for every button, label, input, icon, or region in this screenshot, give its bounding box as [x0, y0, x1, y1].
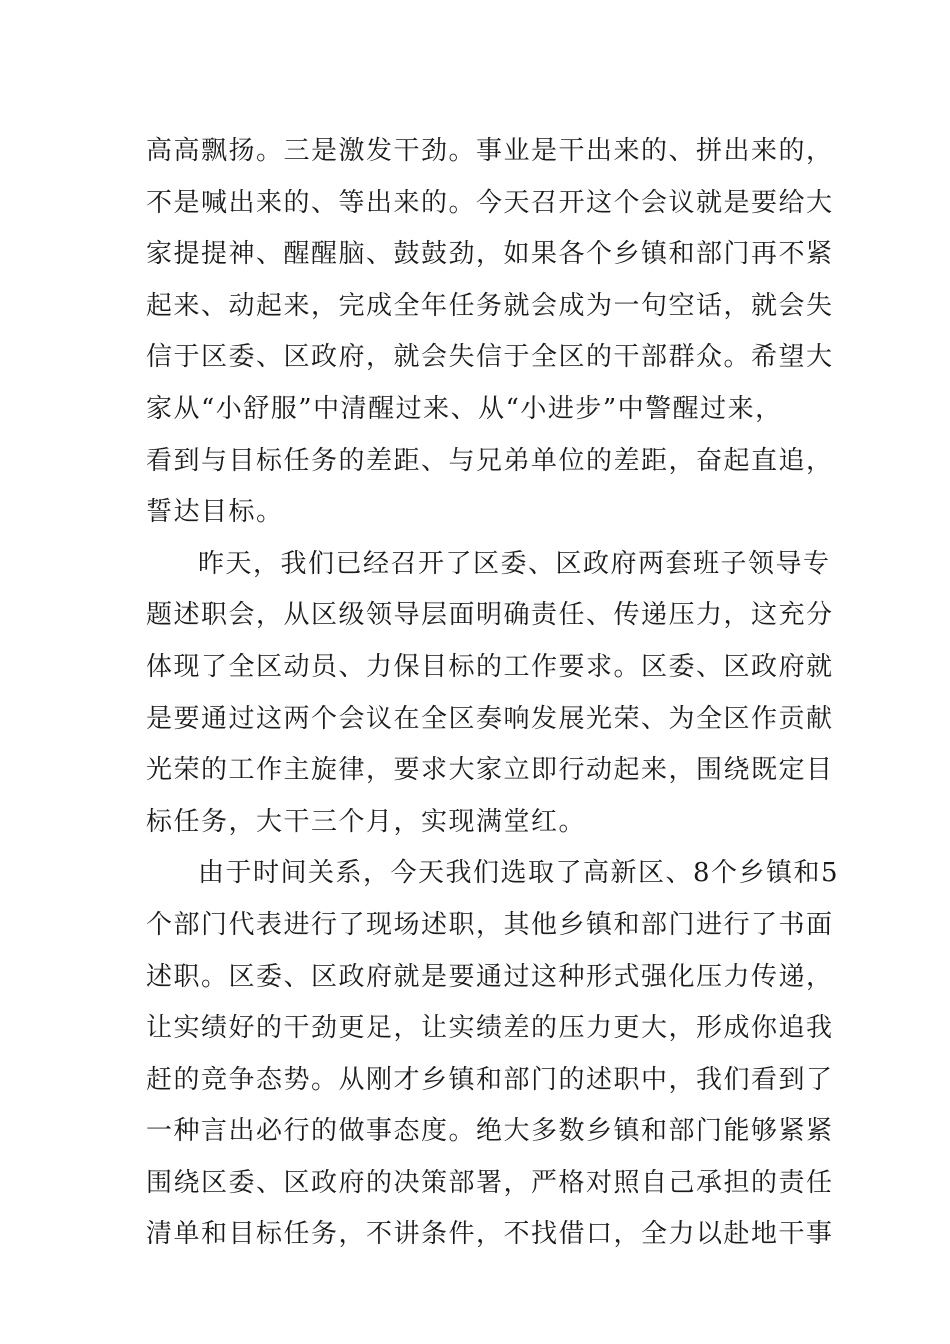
text-line: 信于区委、区政府，就会失信于全区的干部群众。希望大 [146, 342, 834, 373]
text-line: 让实绩好的干劲更足，让实绩差的压力更大，形成你追我 [146, 1013, 834, 1044]
text-line: 清单和目标任务，不讲条件，不找借口，全力以赴地干事 [146, 1219, 834, 1250]
paragraph [146, 539, 834, 849]
text-line: 题述职会，从区级领导层面明确责任、传递压力，这充分 [146, 600, 834, 631]
text-line: 高高飘扬。三是激发干劲。事业是干出来的、拼出来的， [146, 136, 834, 166]
text-line: 看到与目标任务的差距、与兄弟单位的差距，奋起直追， [146, 445, 834, 476]
text-line: 赶的竞争态势。从刚才乡镇和部门的述职中，我们看到了 [146, 1064, 834, 1095]
text-line: 标任务，大干三个月，实现满堂红。 [146, 806, 587, 837]
text-line: 昨天，我们已经召开了区委、区政府两套班子领导专 [198, 548, 831, 579]
paragraph [146, 126, 834, 539]
text-line: 述职。区委、区政府就是要通过这种形式强化压力传递， [146, 961, 834, 992]
text-line: 家从“小舒服”中清醒过来、从“小进步”中警醒过来， [146, 393, 783, 424]
text-line: 家提提神、醒醒脑、鼓鼓劲，如果各个乡镇和部门再不紧 [146, 239, 834, 270]
text-line: 一种言出必行的做事态度。绝大多数乡镇和部门能够紧紧 [146, 1116, 834, 1147]
text-line: 体现了全区动员、力保目标的工作要求。区委、区政府就 [146, 651, 834, 682]
text-line: 个部门代表进行了现场述职，其他乡镇和部门进行了书面 [146, 909, 834, 940]
text-line: 是要通过这两个会议在全区奏响发展光荣、为全区作贡献 [146, 703, 834, 734]
text-line: 由于时间关系，今天我们选取了高新区、8个乡镇和5 [198, 858, 840, 889]
text-line: 誓达目标。 [146, 497, 284, 528]
text-line: 围绕区委、区政府的决策部署，严格对照自己承担的责任 [146, 1167, 834, 1198]
text-line: 光荣的工作主旋律，要求大家立即行动起来，围绕既定目 [146, 755, 834, 786]
text-line: 起来、动起来，完成全年任务就会成为一句空话，就会失 [146, 290, 834, 321]
document-body [146, 126, 840, 1261]
text-line: 不是喊出来的、等出来的。今天召开这个会议就是要给大 [146, 187, 834, 218]
paragraph [146, 848, 840, 1261]
